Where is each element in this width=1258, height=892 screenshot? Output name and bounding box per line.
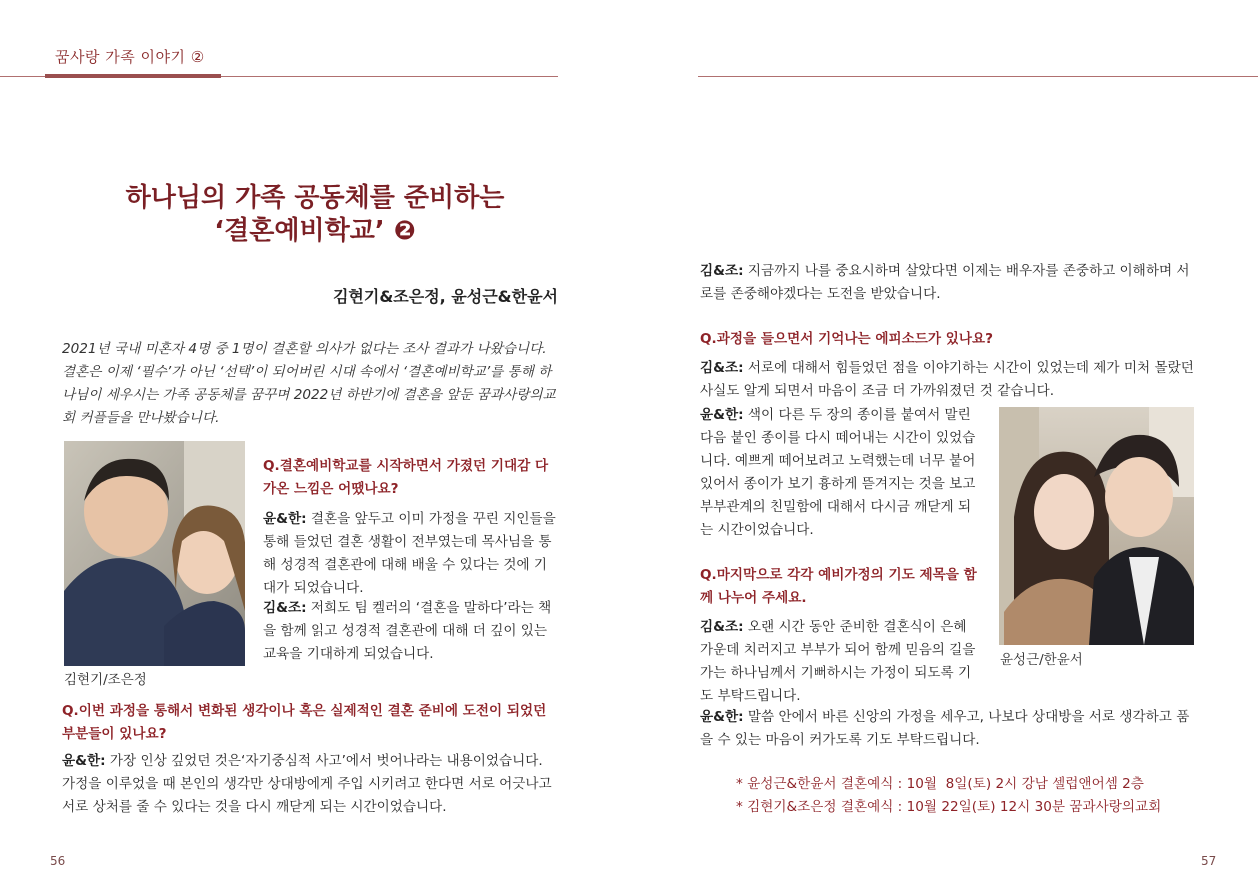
answer-8 bbox=[700, 706, 1196, 752]
photo-caption-right: 윤성근/한윤서 bbox=[1000, 652, 1083, 668]
answer-1 bbox=[263, 508, 558, 600]
photo-caption-left: 김현기/조은정 bbox=[64, 672, 147, 688]
answer-6 bbox=[700, 404, 982, 542]
answer-2-text: 저희도 팀 켈러의 ‘결혼을 말하다’라는 책을 함께 읽고 성경적 결혼관에 대해 더 깊이 있는 교육을 기대하게 되었습니다. bbox=[263, 600, 552, 662]
question-4: Q.마지막으로 각각 예비가정의 기도 제목을 함께 나누어 주세요. bbox=[700, 567, 977, 606]
answer-4 bbox=[700, 260, 1196, 306]
title-line-1: 하나님의 가족 공동체를 준비하는 bbox=[125, 183, 505, 213]
wedding-note-1: * 윤성근&한윤서 결혼예식 : 10월 8일(토) 2시 강남 셀럽앤어셈 2층 bbox=[736, 776, 1144, 792]
answer-8-speaker: 윤&한: bbox=[700, 709, 744, 725]
answer-3-text: 가장 인상 깊었던 것은‘자기중심적 사고’에서 벗어나라는 내용이었습니다. 가정을 이루었을 때 본인의 생각만 상대방에게 주입 시키려고 한다면 서로 어긋나고 서로 상처를 줄 수 있다는 것을 다시 깨닫게 되는 시간이었습니다. bbox=[62, 753, 552, 815]
answer-5-text: 서로에 대해서 힘들었던 점을 이야기하는 시간이 있었는데 제가 미처 몰랐던 사실도 알게 되면서 마음이 조금 더 가까워졌던 것 같습니다. bbox=[700, 360, 1194, 399]
section-label: 꿈사랑 가족 이야기 ② bbox=[55, 48, 205, 66]
answer-4-speaker: 김&조: bbox=[700, 263, 744, 279]
question-2: Q.이번 과정을 통해서 변화된 생각이나 혹은 실제적인 결혼 준비에 도전이 되었던 부분들이 있나요? bbox=[62, 703, 547, 742]
answer-5-speaker: 김&조: bbox=[700, 360, 744, 376]
answer-5 bbox=[700, 357, 1196, 403]
couple-photo-kim-cho bbox=[64, 441, 245, 666]
article-title bbox=[60, 182, 570, 248]
answer-1-text: 결혼을 앞두고 이미 가정을 꾸린 지인들을 통해 들었던 결혼 생활이 전부였는데 목사님을 통해 성경적 결혼관에 대해 배울 수 있다는 것에 기대가 되었습니다. bbox=[263, 511, 556, 596]
answer-7-speaker: 김&조: bbox=[700, 619, 744, 635]
answer-4-text: 지금까지 나를 중요시하며 살았다면 이제는 배우자를 존중하고 이해하며 서로를 존중해야겠다는 도전을 받았습니다. bbox=[700, 263, 1190, 302]
page-number-left: 56 bbox=[50, 854, 66, 868]
answer-6-speaker: 윤&한: bbox=[700, 407, 744, 423]
answer-3-speaker: 윤&한: bbox=[62, 753, 106, 769]
question-1: Q.결혼예비학교를 시작하면서 가졌던 기대감 다가온 느낌은 어땠나요? bbox=[263, 458, 549, 497]
answer-8-text: 말씀 안에서 바른 신앙의 가정을 세우고, 나보다 상대방을 서로 생각하고 품을 수 있는 마음이 커가도록 기도 부탁드립니다. bbox=[700, 709, 1190, 748]
answer-7 bbox=[700, 616, 982, 708]
answer-2 bbox=[263, 597, 558, 666]
article-authors: 김현기&조은정, 윤성근&한윤서 bbox=[332, 287, 558, 306]
title-line-2: ‘결혼예비학교’ ❷ bbox=[214, 216, 416, 246]
photo-illustration-right bbox=[999, 407, 1194, 645]
header-rule-right bbox=[698, 76, 1258, 77]
answer-2-speaker: 김&조: bbox=[263, 600, 307, 616]
header-rule-accent bbox=[45, 74, 221, 78]
answer-3 bbox=[62, 750, 557, 819]
answer-7-text: 오랜 시간 동안 준비한 결혼식이 은혜 가운데 치러지고 부부가 되어 함께 믿음의 길을 가는 하나님께서 기뻐하시는 가정이 되도록 기도 부탁드립니다. bbox=[700, 619, 976, 704]
couple-photo-yoon-han bbox=[999, 407, 1194, 645]
page-number-right: 57 bbox=[1201, 854, 1217, 868]
photo-illustration bbox=[64, 441, 245, 666]
answer-6-text: 색이 다른 두 장의 종이를 붙여서 말린 다음 붙인 종이를 다시 떼어내는 시간이 있었습니다. 예쁘게 떼어보려고 노력했는데 너무 붙어 있어서 종이가 보기 흉하게 뜯겨지는 것을 보고 부부관계의 친밀함에 대해서 다시금 깨닫게 되는 시간이었습니다. bbox=[700, 407, 976, 538]
article-intro: 2021년 국내 미혼자 4명 중 1명이 결혼할 의사가 없다는 조사 결과가 나왔습니다. 결혼은 이제 ‘필수’가 아닌 ‘선택’이 되어버린 시대 속에서 ‘결혼예비학교’를 통해 하나님이 세우시는 가족 공동체를 꿈꾸며 2022년 하반기에 결혼을 앞둔 꿈과사랑의교회 커플들을 만나봤습니다. bbox=[62, 341, 556, 426]
question-3: Q.과정을 들으면서 기억나는 에피소드가 있나요? bbox=[700, 331, 994, 347]
answer-1-speaker: 윤&한: bbox=[263, 511, 307, 527]
wedding-note-2: * 김현기&조은정 결혼예식 : 10월 22일(토) 12시 30분 꿈과사랑의교회 bbox=[736, 799, 1162, 815]
